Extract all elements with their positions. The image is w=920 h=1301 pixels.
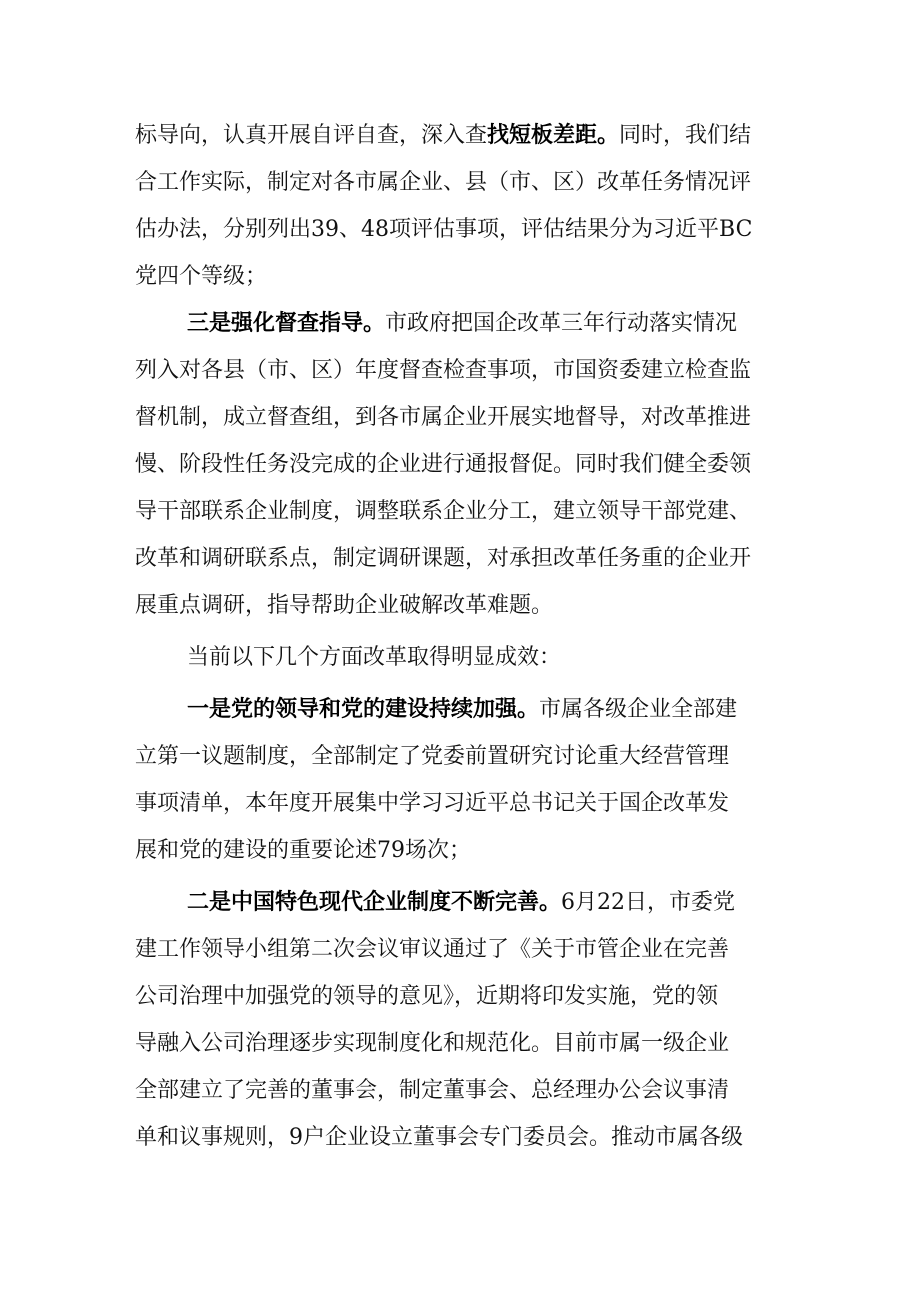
line-20-text: 导融入公司治理逐步实现制度化和规范化。目前市属一级企业 xyxy=(135,1031,730,1056)
text-line-1 xyxy=(0,116,920,156)
line-17-heading: 二是中国特色现代企业制度不断完善。 xyxy=(187,890,562,915)
line-17-text: 6月22日，市委党 xyxy=(561,890,736,915)
line-8-text: 慢、阶段性任务没完成的企业进行通报督促。同时我们健全委领 xyxy=(135,452,752,477)
text-line-16 xyxy=(0,831,920,871)
text-line-4 xyxy=(0,257,920,297)
line-21-text: 全部建立了完善的董事会，制定董事会、总经理办公会议事清 xyxy=(135,1078,730,1103)
line-9-text: 导干部联系企业制度，调整联系企业分工，建立领导干部党建、 xyxy=(135,499,752,524)
line-19-text: 公司治理中加强党的领导的意见》，近期将印发实施，党的领 xyxy=(135,984,719,1009)
text-line-20 xyxy=(0,1024,920,1064)
line-1-emphasis: 找短板差距。 xyxy=(487,123,620,148)
line-5-heading: 三是强化督查指导。 xyxy=(187,311,386,336)
text-line-8 xyxy=(0,445,920,485)
line-4-text: 党四个等级； xyxy=(135,264,268,289)
text-line-7 xyxy=(0,398,920,438)
line-6-text: 列入对各县（市、区）年度督查检查事项，市国资委建立检查监 xyxy=(135,358,752,383)
line-3-text: 估办法，分别列出39、48项评估事项，评估结果分为习近平BC xyxy=(135,217,753,242)
text-line-22 xyxy=(0,1118,920,1158)
text-line-3 xyxy=(0,210,920,250)
text-line-21 xyxy=(0,1071,920,1111)
line-10-text: 改革和调研联系点，制定调研课题，对承担改革任务重的企业开 xyxy=(135,546,752,571)
text-line-13 xyxy=(0,690,920,730)
line-16-text: 展和党的建设的重要论述79场次； xyxy=(135,838,471,863)
line-7-text: 督机制，成立督查组，到各市属企业开展实地督导，对改革推进 xyxy=(135,405,752,430)
line-2-text: 合工作实际，制定对各市属企业、县（市、区）改革任务情况评 xyxy=(135,170,752,195)
line-22-text: 单和议事规则，9户企业设立董事会专门委员会。推动市属各级 xyxy=(135,1125,743,1150)
text-line-14 xyxy=(0,737,920,777)
line-13-heading: 一是党的领导和党的建设持续加强。 xyxy=(187,697,540,722)
text-line-9 xyxy=(0,492,920,532)
line-13-text: 市属各级企业全部建 xyxy=(539,697,738,722)
line-15-text: 事项清单，本年度开展集中学习习近平总书记关于国企改革发 xyxy=(135,791,730,816)
line-1-text-rest: 同时，我们结 xyxy=(619,123,752,148)
text-line-17 xyxy=(0,883,920,923)
text-line-6 xyxy=(0,351,920,391)
text-line-15 xyxy=(0,784,920,824)
text-line-11 xyxy=(0,586,920,626)
line-11-text: 展重点调研，指导帮助企业破解改革难题。 xyxy=(135,593,554,618)
line-1-text: 标导向，认真开展自评自查，深入查 xyxy=(135,123,488,148)
text-line-18 xyxy=(0,930,920,970)
text-line-5 xyxy=(0,304,920,344)
line-5-text: 市政府把国企改革三年行动落实情况 xyxy=(385,311,738,336)
line-12-text: 当前以下几个方面改革取得明显成效： xyxy=(187,645,562,670)
line-14-text: 立第一议题制度，全部制定了党委前置研究讨论重大经营管理 xyxy=(135,744,730,769)
text-line-12 xyxy=(0,638,920,678)
line-18-text: 建工作领导小组第二次会议审议通过了《关于市管企业在完善 xyxy=(135,937,730,962)
text-line-2 xyxy=(0,163,920,203)
text-line-19 xyxy=(0,977,920,1017)
text-line-10 xyxy=(0,539,920,579)
